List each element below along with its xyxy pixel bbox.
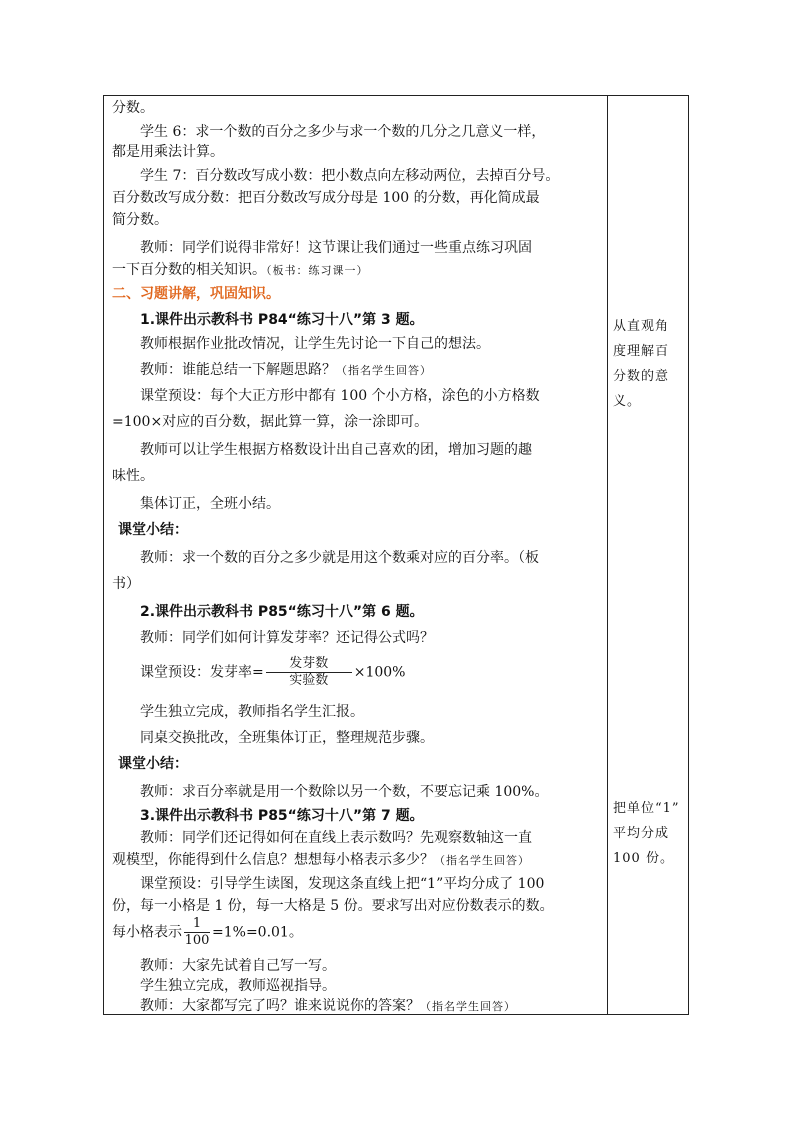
text-line: 学生 7：百分数改写成小数：把小数点向左移动两位，去掉百分号。 (140, 168, 560, 184)
teacher-note: （指名学生回答） (434, 854, 530, 867)
text-line (140, 360, 432, 381)
text-span: 一下百分数的相关知识。 (112, 262, 266, 278)
text-line (112, 850, 530, 871)
text-line: 教师根据作业批改情况，让学生先讨论一下自己的想法。 (140, 336, 490, 352)
side-line: 从直观角 (613, 319, 670, 334)
text-line: 教师可以让学生根据方格数设计出自己喜欢的团，增加习题的趣 (140, 442, 532, 458)
formula-line (140, 656, 406, 689)
text-line: 分数。 (112, 100, 154, 116)
side-line: 义。 (613, 394, 642, 409)
side-line: 度理解百 (613, 344, 670, 359)
text-span: 每小格表示 (112, 924, 182, 941)
formula-line (112, 916, 303, 949)
summary-heading: 课堂小结： (118, 756, 188, 772)
text-line: 份，每一小格是 1 份，每一大格是 5 份。要求写出对应份数表示的数。 (112, 898, 554, 914)
text-line: 学生 6：求一个数的百分之多少与求一个数的几分之几意义一样， (140, 124, 546, 140)
exercise-heading: 2.课件出示教科书 P85“练习十八”第 6 题。 (140, 604, 424, 620)
side-note-2 (613, 796, 687, 871)
text-line: 百分数改写成分数：把百分数改写成分母是 100 的分数，再化简成最 (112, 190, 540, 206)
text-line: 学生独立完成，教师巡视指导。 (140, 978, 336, 994)
text-span: 课堂预设：发芽率= (140, 664, 264, 681)
text-line: 同桌交换批改，全班集体订正，整理规范步骤。 (140, 730, 434, 746)
board-note: （板书：练习课一） (266, 264, 369, 277)
text-line: 教师：求一个数的百分之多少就是用这个数乘对应的百分率。（板 (140, 550, 539, 566)
summary-heading: 课堂小结： (118, 522, 188, 538)
fraction-numerator: 1 (192, 916, 202, 931)
exercise-heading: 3.课件出示教科书 P85“练习十八”第 7 题。 (140, 808, 424, 824)
section-heading: 二、习题讲解，巩固知识。 (112, 286, 280, 302)
fraction-denominator: 100 (184, 933, 210, 948)
side-line: 平均分成 (613, 826, 670, 841)
fraction (266, 656, 352, 689)
fraction-numerator: 发芽数 (289, 656, 329, 671)
lesson-table (103, 95, 689, 1015)
column-divider (607, 96, 608, 1014)
text-line (112, 260, 369, 281)
side-line: 分数的意 (613, 369, 670, 384)
exercise-heading: 1.课件出示教科书 P84“练习十八”第 3 题。 (140, 312, 424, 328)
text-line (140, 996, 516, 1017)
text-span: 教师：谁能总结一下解题思路？ (140, 362, 336, 378)
text-line: 集体订正，全班小结。 (140, 496, 280, 512)
text-line: 课堂预设：引导学生读图，发现这条直线上把“1”平均分成了 100 (140, 876, 545, 892)
text-line: =100×对应的百分数，据此算一算，涂一涂即可。 (112, 414, 429, 430)
text-line: 教师：同学们说得非常好！这节课让我们通过一些重点练习巩固 (140, 240, 532, 256)
text-span: 观模型，你能得到什么信息？想想每小格表示多少？ (112, 852, 434, 868)
text-span: 教师：大家都写完了吗？谁来说说你的答案？ (140, 998, 420, 1014)
teacher-note: （指名学生回答） (336, 364, 432, 377)
side-note-1 (613, 314, 687, 414)
text-line: 教师：大家先试着自己写一写。 (140, 958, 336, 974)
teacher-note: （指名学生回答） (420, 1000, 516, 1013)
side-line: 100 份。 (613, 851, 674, 866)
text-line: 教师：同学们还记得如何在直线上表示数吗？先观察数轴这一直 (140, 830, 532, 846)
fraction (184, 916, 210, 949)
text-line: 书） (112, 576, 140, 592)
text-line: 课堂预设：每个大正方形中都有 100 个小方格，涂色的小方格数 (140, 388, 540, 404)
text-span: ×100% (353, 664, 406, 681)
fraction-denominator: 实验数 (289, 673, 329, 688)
text-line: 教师：同学们如何计算发芽率？还记得公式吗？ (140, 630, 434, 646)
side-line: 把单位“1” (613, 801, 680, 816)
text-line: 教师：求百分率就是用一个数除以另一个数，不要忘记乘 100%。 (140, 784, 549, 800)
text-span: =1%=0.01。 (212, 924, 303, 941)
text-line: 味性。 (112, 468, 154, 484)
text-line: 学生独立完成，教师指名学生汇报。 (140, 704, 364, 720)
text-line: 都是用乘法计算。 (112, 144, 224, 160)
text-line: 简分数。 (112, 212, 168, 228)
